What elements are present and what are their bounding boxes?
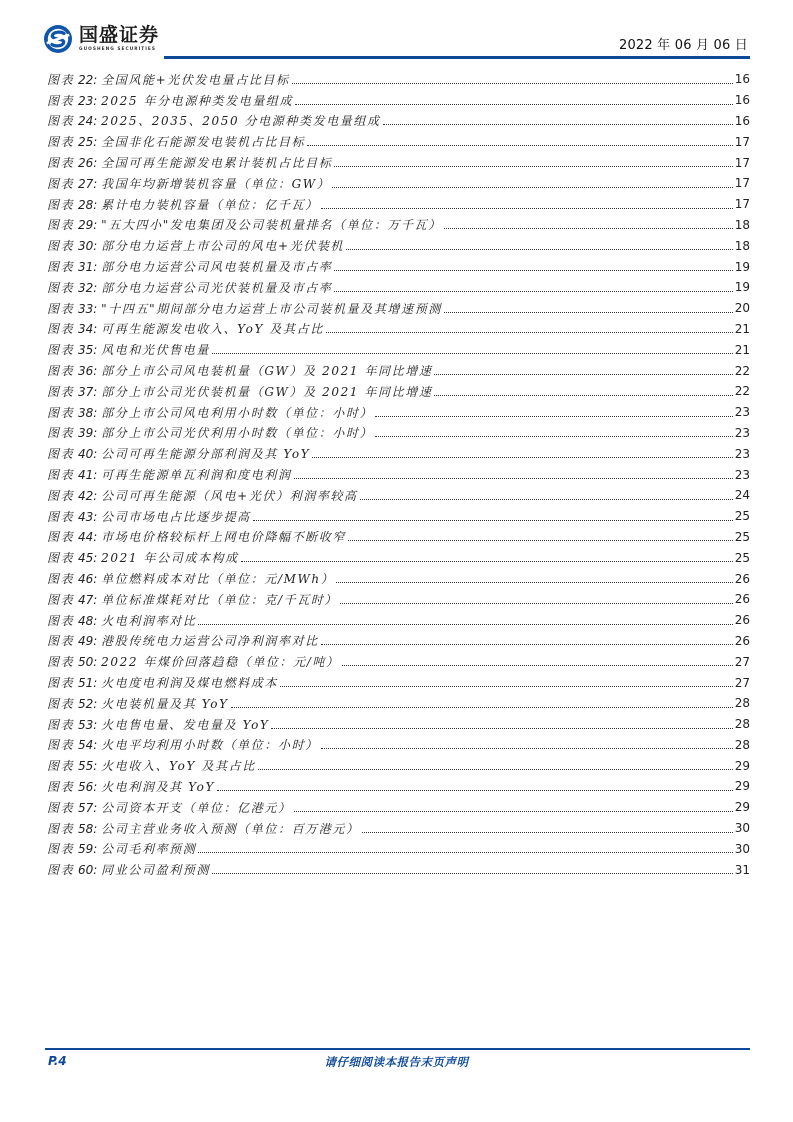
toc-entry-number: 25: bbox=[78, 135, 98, 150]
toc-entry-page[interactable]: 19 bbox=[734, 280, 750, 295]
toc-entry-label[interactable] bbox=[47, 445, 311, 462]
toc-entry[interactable] bbox=[47, 527, 750, 548]
toc-entry-page[interactable]: 26 bbox=[734, 592, 750, 607]
toc-entry-prefix: 图表 bbox=[47, 572, 75, 587]
toc-entry-label[interactable] bbox=[47, 383, 433, 400]
toc-entry[interactable] bbox=[47, 381, 750, 402]
toc-entry-prefix: 图表 bbox=[47, 426, 75, 441]
toc-entry-title: 全国风能+光伏发电量占比目标 bbox=[101, 72, 290, 87]
toc-entry-title: 2021 年公司成本构成 bbox=[101, 551, 239, 566]
toc-entry-page[interactable]: 18 bbox=[734, 217, 750, 232]
toc-entry-title: 火电装机量及其 YoY bbox=[101, 696, 229, 711]
dot-leader bbox=[280, 686, 733, 687]
dot-leader bbox=[198, 852, 733, 853]
dot-leader bbox=[334, 291, 733, 292]
toc-entry-label[interactable] bbox=[47, 154, 333, 171]
toc-entry[interactable] bbox=[47, 818, 750, 839]
toc-entry-label[interactable] bbox=[47, 133, 306, 150]
guosheng-logo-icon bbox=[43, 24, 73, 54]
toc-entry-number: 37: bbox=[78, 384, 98, 399]
toc-entry-page[interactable]: 16 bbox=[734, 93, 750, 108]
toc-entry-number: 24: bbox=[78, 114, 98, 129]
toc-entry[interactable] bbox=[47, 776, 750, 797]
toc-entry-number: 36: bbox=[78, 364, 98, 379]
toc-entry-title: 2022 年煤价回落趋稳（单位：元/吨） bbox=[101, 655, 340, 670]
toc-entry-page[interactable]: 28 bbox=[734, 737, 750, 752]
dot-leader bbox=[362, 832, 733, 833]
toc-entry[interactable] bbox=[47, 651, 750, 672]
toc-entry-number: 55: bbox=[78, 759, 98, 774]
toc-entry-number: 48: bbox=[78, 613, 98, 628]
toc-entry-label[interactable] bbox=[47, 424, 374, 441]
toc-entry-number: 38: bbox=[78, 405, 98, 420]
toc-entry-page[interactable]: 17 bbox=[734, 176, 750, 191]
toc-entry[interactable] bbox=[47, 360, 750, 381]
toc-entry-label[interactable] bbox=[47, 570, 335, 587]
toc-entry[interactable] bbox=[47, 298, 750, 319]
toc-entry[interactable] bbox=[47, 131, 750, 152]
toc-entry-prefix: 图表 bbox=[47, 218, 75, 233]
toc-entry-number: 42: bbox=[78, 488, 98, 503]
dot-leader bbox=[434, 374, 733, 375]
dot-leader bbox=[336, 582, 733, 583]
toc-entry-title: 累计电力装机容量（单位：亿千瓦） bbox=[101, 197, 319, 212]
toc-entry-title: 可再生能源发电收入、YoY 及其占比 bbox=[101, 322, 324, 337]
toc-entry[interactable] bbox=[47, 319, 750, 340]
toc-entry-title: 火电售电量、发电量及 YoY bbox=[101, 717, 270, 732]
toc-entry-label[interactable] bbox=[47, 320, 325, 337]
toc-entry-label[interactable] bbox=[47, 632, 320, 649]
toc-entry-prefix: 图表 bbox=[47, 114, 75, 129]
dot-leader bbox=[332, 187, 733, 188]
toc-entry-label[interactable] bbox=[47, 216, 443, 233]
toc-entry-label[interactable] bbox=[47, 820, 361, 837]
toc-entry-label[interactable] bbox=[47, 653, 341, 670]
toc-entry-prefix: 图表 bbox=[47, 301, 75, 316]
toc-entry-page[interactable]: 22 bbox=[734, 384, 750, 399]
toc-entry-prefix: 图表 bbox=[47, 634, 75, 649]
toc-entry-prefix: 图表 bbox=[47, 260, 75, 275]
toc-entry-label[interactable] bbox=[47, 736, 320, 753]
toc-entry-title: 公司毛利率预测 bbox=[101, 842, 197, 857]
dot-leader bbox=[444, 312, 733, 313]
toc-entry-title: 风电和光伏售电量 bbox=[101, 343, 210, 358]
toc-entry-title: 部分上市公司风电装机量（GW）及 2021 年同比增速 bbox=[101, 364, 433, 379]
toc-entry[interactable] bbox=[47, 568, 750, 589]
dot-leader bbox=[334, 166, 733, 167]
toc-entry-title: 部分电力运营公司风电装机量及市占率 bbox=[101, 260, 333, 275]
toc-entry-prefix: 图表 bbox=[47, 280, 75, 295]
toc-entry-page[interactable]: 16 bbox=[734, 113, 750, 128]
toc-entry-label[interactable] bbox=[47, 799, 293, 816]
toc-entry-prefix: 图表 bbox=[47, 530, 75, 545]
toc-entry-title: 我国年均新增装机容量（单位：GW） bbox=[101, 176, 331, 191]
toc-entry-prefix: 图表 bbox=[47, 509, 75, 524]
toc-entry-title: 市场电价格较标杆上网电价降幅不断收窄 bbox=[101, 530, 346, 545]
toc-entry-prefix: 图表 bbox=[47, 488, 75, 503]
toc-entry-prefix: 图表 bbox=[47, 72, 75, 87]
toc-entry-label[interactable] bbox=[47, 279, 333, 296]
toc-entry-number: 47: bbox=[78, 592, 98, 607]
toc-entry-number: 39: bbox=[78, 426, 98, 441]
toc-entry-label[interactable] bbox=[47, 840, 197, 857]
toc-entry-label[interactable] bbox=[47, 404, 374, 421]
toc-entry-label[interactable] bbox=[47, 112, 382, 129]
toc-entry-number: 60: bbox=[78, 863, 98, 878]
toc-entry[interactable] bbox=[47, 859, 750, 880]
toc-entry-prefix: 图表 bbox=[47, 613, 75, 628]
toc-entry-prefix: 图表 bbox=[47, 842, 75, 857]
dot-leader bbox=[321, 644, 733, 645]
toc-entry-prefix: 图表 bbox=[47, 717, 75, 732]
dot-leader bbox=[217, 790, 733, 791]
toc-entry-number: 45: bbox=[78, 551, 98, 566]
toc-entry-page[interactable]: 16 bbox=[734, 72, 750, 87]
toc-entry-page[interactable]: 17 bbox=[734, 197, 750, 212]
toc-entry-page[interactable]: 23 bbox=[734, 467, 750, 482]
toc-entry-title: 公司可再生能源（风电+光伏）利润率较高 bbox=[101, 488, 358, 503]
toc-entry-page[interactable]: 27 bbox=[734, 675, 750, 690]
toc-entry-prefix: 图表 bbox=[47, 364, 75, 379]
dot-leader bbox=[258, 769, 733, 770]
toc-entry-label[interactable] bbox=[47, 362, 433, 379]
toc-entry[interactable] bbox=[47, 506, 750, 527]
logo-chinese-name: 国盛证券 bbox=[79, 23, 160, 46]
toc-entry[interactable] bbox=[47, 152, 750, 173]
toc-entry-number: 27: bbox=[78, 176, 98, 191]
toc-entry[interactable] bbox=[47, 173, 750, 194]
toc-entry[interactable] bbox=[47, 693, 750, 714]
dot-leader bbox=[253, 520, 733, 521]
toc-entry-title: 可再生能源单瓦利润和度电利润 bbox=[101, 468, 292, 483]
toc-entry[interactable] bbox=[47, 672, 750, 693]
toc-entry[interactable] bbox=[47, 589, 750, 610]
toc-entry-number: 57: bbox=[78, 800, 98, 815]
toc-entry-label[interactable] bbox=[47, 591, 339, 608]
toc-entry-title: 部分上市公司光伏利用小时数（单位：小时） bbox=[101, 426, 374, 441]
toc-entry-number: 30: bbox=[78, 239, 98, 254]
dot-leader bbox=[292, 83, 733, 84]
toc-entry-number: 46: bbox=[78, 572, 98, 587]
toc-entry[interactable] bbox=[47, 111, 750, 132]
toc-entry-number: 22: bbox=[78, 72, 98, 87]
toc-entry-title: 火电度电利润及煤电燃料成本 bbox=[101, 676, 278, 690]
toc-entry-page[interactable]: 26 bbox=[734, 571, 750, 586]
toc-entry-page[interactable]: 19 bbox=[734, 259, 750, 274]
toc-entry-number: 41: bbox=[78, 468, 98, 483]
toc-entry-title: 单位标准煤耗对比（单位：克/千瓦时） bbox=[101, 592, 339, 607]
toc-entry-page[interactable]: 23 bbox=[734, 446, 750, 461]
dot-leader bbox=[307, 145, 733, 146]
logo-english-name: GUOSHENG SECURITIES bbox=[79, 46, 157, 52]
toc-entry-page[interactable]: 22 bbox=[734, 363, 750, 378]
toc-entry-prefix: 图表 bbox=[47, 93, 75, 108]
toc-entry-number: 49: bbox=[78, 634, 98, 649]
toc-entry-label[interactable] bbox=[47, 237, 345, 254]
toc-entry-page[interactable]: 25 bbox=[734, 509, 750, 524]
toc-entry-page[interactable]: 17 bbox=[734, 155, 750, 170]
toc-entry[interactable] bbox=[47, 69, 750, 90]
toc-entry-number: 43: bbox=[78, 509, 98, 524]
toc-entry-label[interactable] bbox=[47, 861, 211, 878]
toc-entry-number: 34: bbox=[78, 322, 98, 337]
toc-entry-prefix: 图表 bbox=[47, 384, 75, 399]
toc-entry-prefix: 图表 bbox=[47, 239, 75, 254]
toc-entry-title: 2025 年分电源种类发电量组成 bbox=[101, 93, 294, 108]
toc-entry-number: 40: bbox=[78, 447, 98, 462]
toc-entry-label[interactable] bbox=[47, 196, 320, 213]
toc-entry-prefix: 图表 bbox=[47, 447, 75, 462]
toc-entry-prefix: 图表 bbox=[47, 405, 75, 420]
toc-entry-title: 部分上市公司光伏装机量（GW）及 2021 年同比增速 bbox=[101, 384, 433, 399]
toc-entry-label[interactable] bbox=[47, 716, 270, 733]
toc-entry-prefix: 图表 bbox=[47, 738, 75, 753]
toc-entry[interactable] bbox=[47, 755, 750, 776]
toc-entry-page[interactable]: 30 bbox=[734, 841, 750, 856]
footer-disclaimer: 请仔细阅读本报告末页声明 bbox=[324, 1055, 469, 1069]
toc-entry-label[interactable] bbox=[47, 695, 230, 712]
toc-entry-number: 32: bbox=[78, 280, 98, 295]
toc-entry-prefix: 图表 bbox=[47, 176, 75, 191]
toc-entry-page[interactable]: 25 bbox=[734, 550, 750, 565]
toc-entry-page[interactable]: 23 bbox=[734, 425, 750, 440]
toc-entry[interactable] bbox=[47, 735, 750, 756]
toc-entry[interactable] bbox=[47, 714, 750, 735]
toc-entry-page[interactable]: 21 bbox=[734, 321, 750, 336]
toc-entry-number: 31: bbox=[78, 260, 98, 275]
toc-entry-number: 29: bbox=[78, 218, 98, 233]
dot-leader bbox=[375, 416, 733, 417]
dot-leader bbox=[340, 603, 733, 604]
toc-entry-label[interactable] bbox=[47, 757, 257, 774]
toc-entry-prefix: 图表 bbox=[47, 592, 75, 607]
dot-leader bbox=[312, 457, 733, 458]
toc-entry-page[interactable]: 21 bbox=[734, 342, 750, 357]
toc-entry-title: 单位燃料成本对比（单位：元/MWh） bbox=[101, 572, 335, 587]
toc-entry-number: 33: bbox=[78, 301, 98, 316]
toc-entry[interactable] bbox=[47, 838, 750, 859]
toc-entry-prefix: 图表 bbox=[47, 322, 75, 337]
toc-entry-page[interactable]: 30 bbox=[734, 821, 750, 836]
toc-entry-page[interactable]: 23 bbox=[734, 405, 750, 420]
toc-entry-title: 2025、2035、2050 分电源种类发电量组成 bbox=[101, 114, 381, 129]
toc-entry-prefix: 图表 bbox=[47, 551, 75, 566]
table-of-figures bbox=[47, 69, 750, 880]
toc-entry-prefix: 图表 bbox=[47, 197, 75, 212]
toc-entry-label[interactable] bbox=[47, 778, 216, 795]
toc-entry-number: 35: bbox=[78, 343, 98, 358]
toc-entry-page[interactable]: 17 bbox=[734, 134, 750, 149]
toc-entry-title: 部分电力运营上市公司的风电+光伏装机 bbox=[101, 239, 345, 254]
toc-entry-number: 28: bbox=[78, 197, 98, 212]
dot-leader bbox=[231, 707, 733, 708]
dot-leader bbox=[346, 249, 733, 250]
toc-entry-label[interactable] bbox=[47, 300, 443, 317]
toc-entry-title: 火电平均利用小时数（单位：小时） bbox=[101, 738, 319, 753]
toc-entry-page[interactable]: 27 bbox=[734, 654, 750, 669]
company-logo bbox=[43, 24, 159, 54]
toc-entry-page[interactable]: 29 bbox=[734, 800, 750, 815]
toc-entry-title: 公司可再生能源分部利润及其 YoY bbox=[101, 447, 311, 462]
dot-leader bbox=[212, 873, 733, 874]
report-date: 2022 年 06 月 06 日 bbox=[618, 38, 748, 53]
dot-leader bbox=[321, 208, 733, 209]
page-header bbox=[0, 0, 793, 62]
toc-entry-title: 同业公司盈利预测 bbox=[101, 863, 210, 878]
toc-entry[interactable] bbox=[47, 215, 750, 236]
toc-entry-page[interactable]: 18 bbox=[734, 238, 750, 253]
page-number: P.4 bbox=[48, 1054, 67, 1068]
toc-entry-prefix: 图表 bbox=[47, 800, 75, 815]
dot-leader bbox=[294, 478, 733, 479]
toc-entry-prefix: 图表 bbox=[47, 779, 75, 794]
toc-entry[interactable] bbox=[47, 631, 750, 652]
toc-entry-prefix: 图表 bbox=[47, 655, 75, 670]
toc-entry-title: 火电利润率对比 bbox=[101, 613, 197, 628]
toc-entry-number: 44: bbox=[78, 530, 98, 545]
toc-entry-number: 50: bbox=[78, 655, 98, 670]
toc-entry-label[interactable] bbox=[47, 466, 293, 483]
dot-leader bbox=[241, 561, 733, 562]
toc-entry-label[interactable] bbox=[47, 175, 331, 192]
dot-leader bbox=[342, 665, 733, 666]
toc-entry-label[interactable] bbox=[47, 341, 211, 358]
toc-entry-label[interactable] bbox=[47, 549, 240, 566]
toc-entry-prefix: 图表 bbox=[47, 759, 75, 774]
toc-entry-title: "五大四小"发电集团及公司装机量排名（单位：万千瓦） bbox=[101, 218, 442, 233]
toc-entry-number: 53: bbox=[78, 717, 98, 732]
toc-entry-prefix: 图表 bbox=[47, 468, 75, 483]
toc-entry-title: 全国可再生能源发电累计装机占比目标 bbox=[101, 156, 333, 171]
toc-entry-number: 52: bbox=[78, 696, 98, 711]
toc-entry-page[interactable]: 24 bbox=[734, 488, 750, 503]
toc-entry-prefix: 图表 bbox=[47, 863, 75, 878]
toc-entry-title: 公司主营业务收入预测（单位：百万港元） bbox=[101, 821, 360, 836]
dot-leader bbox=[375, 436, 733, 437]
toc-entry-prefix: 图表 bbox=[47, 696, 75, 711]
toc-entry-number: 59: bbox=[78, 842, 98, 857]
toc-entry-prefix: 图表 bbox=[47, 821, 75, 836]
toc-entry-title: 部分上市公司风电利用小时数（单位：小时） bbox=[101, 405, 374, 420]
toc-entry[interactable] bbox=[47, 235, 750, 256]
toc-entry-page[interactable]: 29 bbox=[734, 758, 750, 773]
toc-entry[interactable] bbox=[47, 194, 750, 215]
toc-entry-prefix: 图表 bbox=[47, 156, 75, 171]
toc-entry[interactable] bbox=[47, 797, 750, 818]
toc-entry-label[interactable] bbox=[47, 612, 197, 629]
toc-entry-title: 火电利润及其 YoY bbox=[101, 779, 216, 794]
toc-entry-number: 54: bbox=[78, 738, 98, 753]
toc-entry-page[interactable]: 28 bbox=[734, 717, 750, 732]
dot-leader bbox=[434, 395, 733, 396]
toc-entry-prefix: 图表 bbox=[47, 343, 75, 358]
toc-entry-page[interactable]: 31 bbox=[734, 862, 750, 877]
dot-leader bbox=[321, 748, 733, 749]
toc-entry[interactable] bbox=[47, 443, 750, 464]
toc-entry[interactable] bbox=[47, 402, 750, 423]
toc-entry-number: 26: bbox=[78, 156, 98, 171]
toc-entry-title: "十四五"期间部分电力运营上市公司装机量及其增速预测 bbox=[101, 301, 442, 316]
toc-entry-label[interactable] bbox=[47, 487, 359, 504]
toc-entry-prefix: 图表 bbox=[47, 676, 75, 690]
dot-leader bbox=[271, 728, 733, 729]
toc-entry-title: 公司资本开支（单位：亿港元） bbox=[101, 800, 292, 815]
toc-entry-page[interactable]: 25 bbox=[734, 529, 750, 544]
toc-entry-title: 火电收入、YoY 及其占比 bbox=[101, 759, 256, 774]
dot-leader bbox=[198, 624, 733, 625]
header-divider bbox=[164, 56, 750, 59]
toc-entry-page[interactable]: 26 bbox=[734, 633, 750, 648]
toc-entry-title: 公司市场电占比逐步提高 bbox=[101, 509, 251, 524]
dot-leader bbox=[212, 353, 733, 354]
toc-entry-number: 56: bbox=[78, 779, 98, 794]
toc-entry[interactable] bbox=[47, 423, 750, 444]
toc-entry[interactable] bbox=[47, 339, 750, 360]
toc-entry[interactable] bbox=[47, 277, 750, 298]
toc-entry-page[interactable]: 28 bbox=[734, 696, 750, 711]
toc-entry-title: 部分电力运营公司光伏装机量及市占率 bbox=[101, 280, 333, 295]
toc-entry[interactable] bbox=[47, 547, 750, 568]
toc-entry-page[interactable]: 29 bbox=[734, 779, 750, 794]
toc-entry-label[interactable] bbox=[47, 528, 347, 545]
toc-entry[interactable] bbox=[47, 464, 750, 485]
toc-entry[interactable] bbox=[47, 256, 750, 277]
toc-entry-number: 51: bbox=[78, 676, 98, 690]
dot-leader bbox=[295, 104, 733, 105]
toc-entry[interactable] bbox=[47, 610, 750, 631]
toc-entry-number: 23: bbox=[78, 93, 98, 108]
toc-entry-title: 全国非化石能源发电装机占比目标 bbox=[101, 135, 306, 150]
toc-entry-number: 58: bbox=[78, 821, 98, 836]
toc-entry-label[interactable] bbox=[47, 92, 294, 109]
toc-entry-page[interactable]: 20 bbox=[734, 301, 750, 316]
toc-entry[interactable] bbox=[47, 485, 750, 506]
dot-leader bbox=[383, 124, 733, 125]
toc-entry[interactable] bbox=[47, 90, 750, 111]
dot-leader bbox=[360, 499, 733, 500]
dot-leader bbox=[444, 228, 733, 229]
dot-leader bbox=[348, 540, 733, 541]
toc-entry-prefix: 图表 bbox=[47, 135, 75, 150]
toc-entry-title: 港股传统电力运营公司净利润率对比 bbox=[101, 634, 319, 649]
toc-entry-label[interactable] bbox=[47, 71, 291, 88]
toc-entry-label[interactable] bbox=[47, 508, 252, 525]
dot-leader bbox=[334, 270, 733, 271]
dot-leader bbox=[294, 811, 733, 812]
toc-entry-label[interactable] bbox=[47, 258, 333, 275]
toc-entry-page[interactable]: 26 bbox=[734, 613, 750, 628]
dot-leader bbox=[326, 332, 733, 333]
footer-divider bbox=[45, 1048, 750, 1050]
toc-entry-label[interactable] bbox=[47, 674, 279, 691]
